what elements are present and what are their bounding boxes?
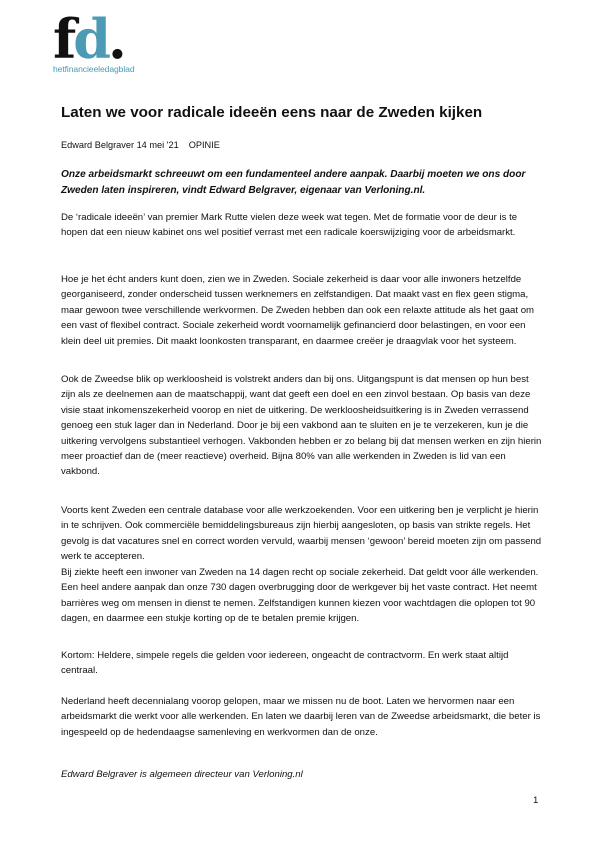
paragraph: Hoe je het écht anders kunt doen, zien we in Zweden. Sociale zekerheid is daar voor alle inwoners hetzelfde georganiseerd, zonder onderscheid tussen werknemers en zelfstandigen. Dat maakt vast en flex geen stigma, maar gewoon twee verschillende werkvormen. De Zweden hebben dan ook een relaxte attitude als het gaat om een vast of flexibel contract. Sociale zekerheid wordt voornamelijk gefinancierd door belastingen, en voor een klein deel uit premies. Dit maakt loonkosten transparant, en daarmee creëer je draagvlak voor het systeem. (61, 274, 535, 347)
paragraph: Ook de Zweedse blik op werkloosheid is volstrekt anders dan bij ons. Uitgangspunt is dat mensen op hun best zijn als ze deelnemen aan de maatschappij, want dat geeft een doel en een zinvol bestaan. Op basis van deze visie staat inkomenszekerheid voorop en niet de uitkering. De werkloosheidsuitkering is in Zweden verrassend genoeg een stuk lager dan in Nederland. Door je bij een vakbond aan te sluiten en je te verzekeren, kun je die uitkering vervolgens substantieel verhogen. Vakbonden hebben er zo belang bij dat mensen werken en zijn hierin meer proactief dan de (meer reactieve) overheid. Bijna 80% van alle werkenden in Zweden is lid van een vakbond. (61, 374, 542, 478)
section-label: OPINIE (188, 140, 220, 150)
logo-letter-d: d (73, 7, 108, 71)
paragraph: De ‘radicale ideeën’ van premier Mark Rutte vielen deze week wat tegen. Met de formatie voor de deur is te hopen dat een nieuw kabinet ons wel positief verrast met een radicale koerswijziging voor de arbeidsmarkt. (61, 212, 518, 239)
page-number: 1 (533, 795, 539, 806)
paragraph: Kortom: Heldere, simpele regels die gelden voor iedereen, ongeacht de contractvorm. En werk staat altijd centraal. (61, 650, 509, 677)
logo-letter-f: f (53, 7, 74, 71)
article-title: Laten we voor radicale ideeën eens naar de Zweden kijken (61, 104, 483, 121)
byline (61, 139, 220, 151)
article-lead: Onze arbeidsmarkt schreeuwt om een fundamenteel andere aanpak. Daarbij moeten we ons door Zweden laten inspireren, vindt Edward Belgraver, eigenaar van Verloning.nl. (61, 169, 526, 196)
logo-dot: . (108, 7, 124, 71)
paragraph: Bij ziekte heeft een inwoner van Zweden na 14 dagen recht op sociale zekerheid. Dat geldt voor álle werkenden. Een heel andere aanpak dan onze 730 dagen overbrugging door de werkgever bij het vaste contract. Het neemt barrières weg om mensen in dienst te nemen. Zelfstandigen kunnen kiezen voor wachtdagen die oplopen tot 90 dagen, en daarmee een stukje korting op de te betalen premie krijgen. (61, 567, 539, 625)
logo-subtitle: hetfinancieeledagblad (53, 64, 135, 74)
author-date: Edward Belgraver 14 mei '21 (61, 140, 179, 150)
paragraph: Voorts kent Zweden een centrale database voor alle werkzoekenden. Voor een uitkering ben je verplicht je hierin in te schrijven. Ook commerciële bemiddelingsbureaus zijn hierbij aangesloten, op basis van strikte regels. Het gevolg is dat vacatures snel en correct worden vervuld, waarbij mensen ‘gewoon’ bereid moeten zijn om passend werk te accepteren. (61, 505, 542, 563)
paragraph: Nederland heeft decennialang voorop gelopen, maar we missen nu de boot. Laten we hervormen naar een arbeidsmarkt die werkt voor alle werkenden. En laten we daarbij leren van de Zweedse arbeidsmarkt, die beter is ingespeeld op de hedendaagse samenleving en werkvormen dan de onze. (61, 696, 541, 738)
fd-logo (53, 7, 163, 74)
author-bio: Edward Belgraver is algemeen directeur van Verloning.nl (61, 769, 303, 780)
